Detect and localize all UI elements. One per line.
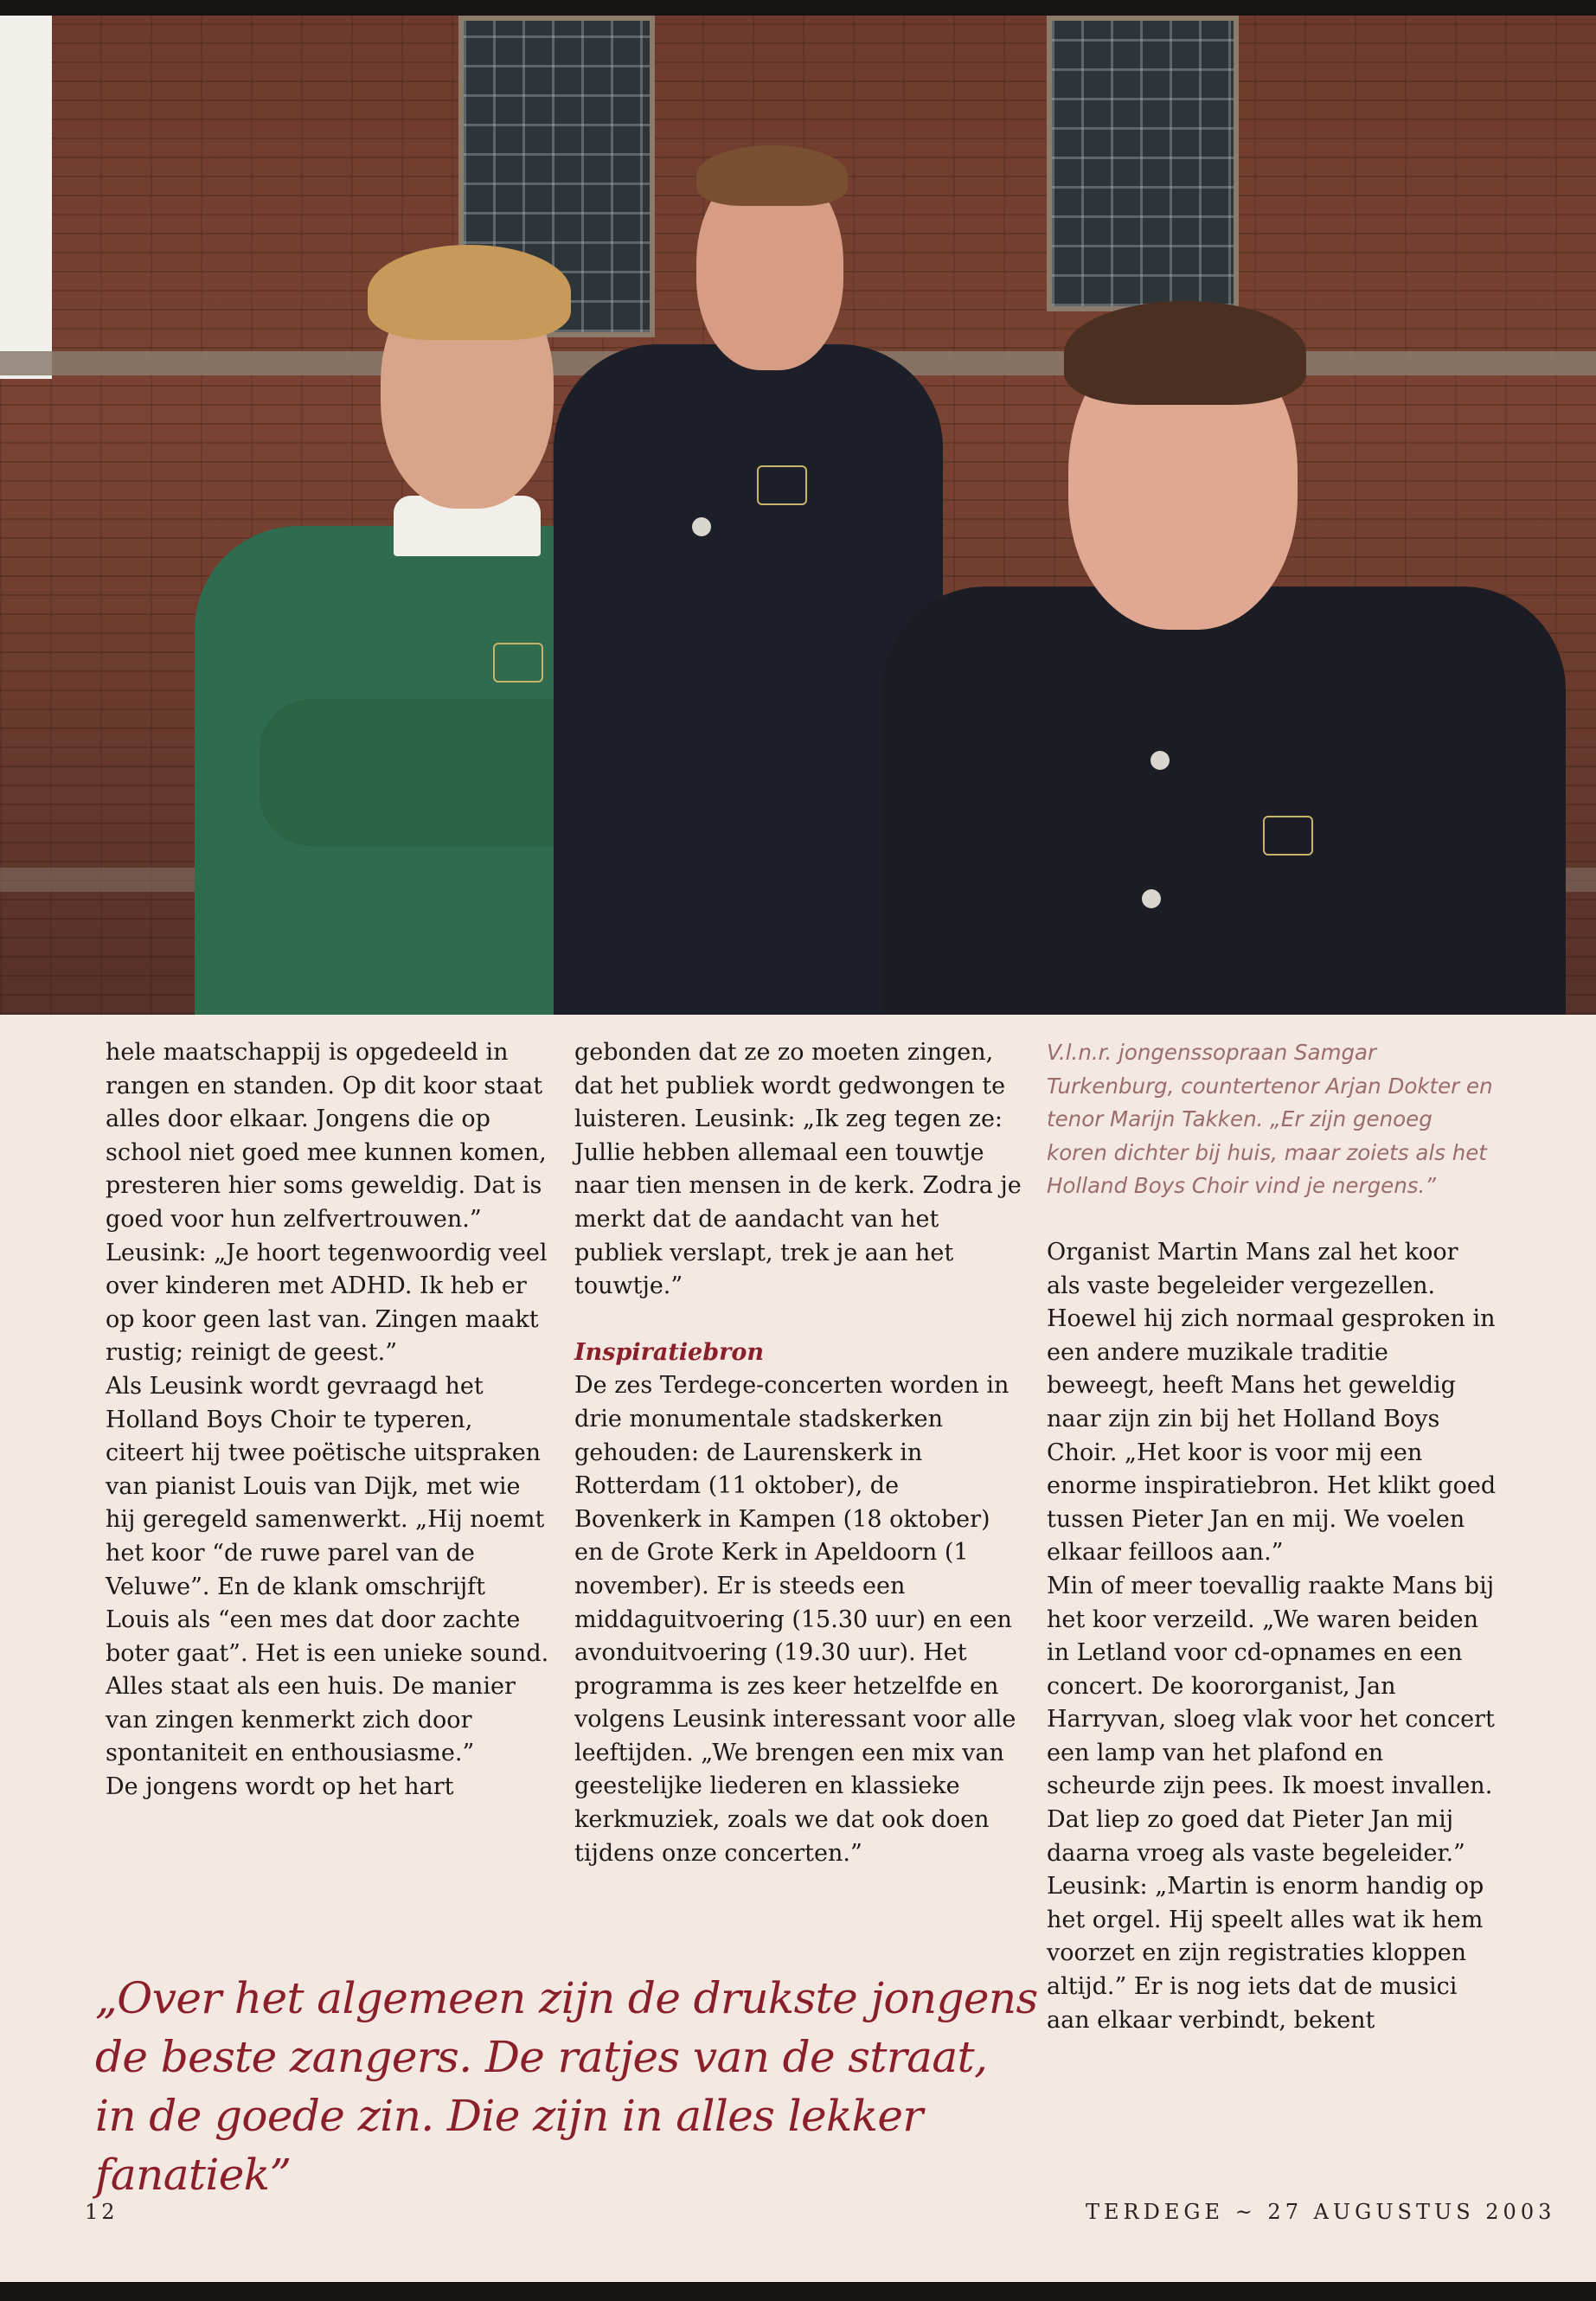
- church-window-right: [1047, 16, 1239, 311]
- sky-strip: [0, 16, 52, 379]
- body-paragraph: Min of meer toevallig raakte Mans bij het koor verzeild. „We waren beiden in Letland voor cd-opnames en een concert. De koororganist, Jan Harryvan, sloeg vlak voor het concert een lamp van het plafond en scheurde zijn pees. Ik moest invallen. Dat liep zo goed dat Pieter Jan mij daarna vroeg als vaste begeleider.”: [1047, 1572, 1495, 1867]
- body-paragraph: Leusink: „Martin is enorm handig op het orgel. Hij speelt alles wat ik hem voorzet en zijn registraties kloppen altijd.” Er is nog iets dat de musici aan elkaar verbindt, bekent: [1047, 1873, 1484, 2034]
- photo-caption: V.l.n.r. jongenssopraan Samgar Turkenburg, countertenor Arjan Dokter en tenor Marijn Takken. „Er zijn genoeg koren dichter bij huis, maar zoiets als het Holland Boys Choir vind je nergens.”: [1047, 1040, 1493, 1199]
- body-paragraph: Organist Martin Mans zal het koor als vaste begeleider vergezellen. Hoewel hij zich normaal gesproken in een andere muzikale traditie beweegt, heeft Mans het geweldig naar zijn zin bij het Holland Boys Choir. „Het koor is voor mij een enorme inspiratiebron. Het klikt goed tussen Pieter Jan en mij. We voelen elkaar feilloos aan.”: [1047, 1238, 1497, 1567]
- jacket-button: [1142, 889, 1161, 908]
- dark-hair: [1064, 301, 1306, 405]
- magazine-page: [0, 16, 1596, 2282]
- page-number: 12: [85, 2200, 119, 2224]
- text-column-3: [1047, 1036, 1497, 2037]
- body-paragraph: Als Leusink wordt gevraagd het Holland Boys Choir te typeren, citeert hij twee poëtische uitspraken van pianist Louis van Dijk, met wie hij geregeld samenwerkt. „Hij noemt het koor “de ruwe parel van de Veluwe”. En de klank omschrijft Louis als “een mes dat door zachte boter gaat”. Het is een unieke sound. Alles staat als een huis. De manier van zingen kenmerkt zich door spontaniteit en enthousiasme.”: [106, 1372, 549, 1767]
- blond-hair: [368, 245, 571, 340]
- body-paragraph: gebonden dat ze zo moeten zingen, dat het publiek wordt gedwongen te luisteren. Leusink: „Ik zeg tegen ze: Jullie hebben allemaal een touwtje naar tien mensen in de kerk. Zodra je merkt dat de aandacht van het publiek verslapt, trek je aan het touwtje.”: [574, 1039, 1022, 1300]
- jacket-button: [692, 517, 711, 536]
- choir-emblem: [757, 465, 807, 505]
- body-paragraph: De jongens wordt op het hart: [106, 1773, 454, 1801]
- section-subhead: Inspiratiebron: [574, 1338, 764, 1366]
- photo-three-singers: [0, 16, 1596, 1015]
- pull-quote: „Over het algemeen zijn de drukste jongens de beste zangers. De ratjes van de straat, in de goede zin. Die zijn in alles lekker fanatiek”: [95, 1973, 1038, 2200]
- jacket-button: [1151, 751, 1170, 770]
- text-column-1: [106, 1036, 555, 1804]
- body-paragraph: hele maatschappij is opgedeeld in rangen en standen. Op dit koor staat alles door elkaar. Jongens die op school niet goed mee kunnen komen, presteren hier soms geweldig. Dat is goed voor hun zelfvertrouwen.” Leusink: „Je hoort tegenwoordig veel over kinderen met ADHD. Ik heb er op koor geen last van. Zingen maakt rustig; reinigt de geest.”: [106, 1039, 548, 1367]
- publication-footer: TERDEGE ~ 27 AUGUSTUS 2003: [1086, 2200, 1556, 2224]
- text-column-2: [574, 1036, 1024, 1870]
- choir-emblem: [1263, 816, 1313, 856]
- choir-emblem: [493, 643, 543, 683]
- body-paragraph: De zes Terdege-concerten worden in drie monumentale stadskerken gehouden: de Laurenskerk in Rotterdam (11 oktober), de Bovenkerk in Kampen (18 oktober) en de Grote Kerk in Apeldoorn (1 november). Er is steeds een middaguitvoering (15.30 uur) en een avonduitvoering (19.30 uur). Het programma is zes keer hetzelfde en volgens Leusink interessant voor alle leeftijden. „We brengen een mix van geestelijke liederen en klassieke kerkmuziek, zoals we dat ook doen tijdens onze concerten.”: [574, 1372, 1016, 1867]
- dark-jacket: [882, 586, 1566, 1015]
- brown-hair: [696, 145, 848, 206]
